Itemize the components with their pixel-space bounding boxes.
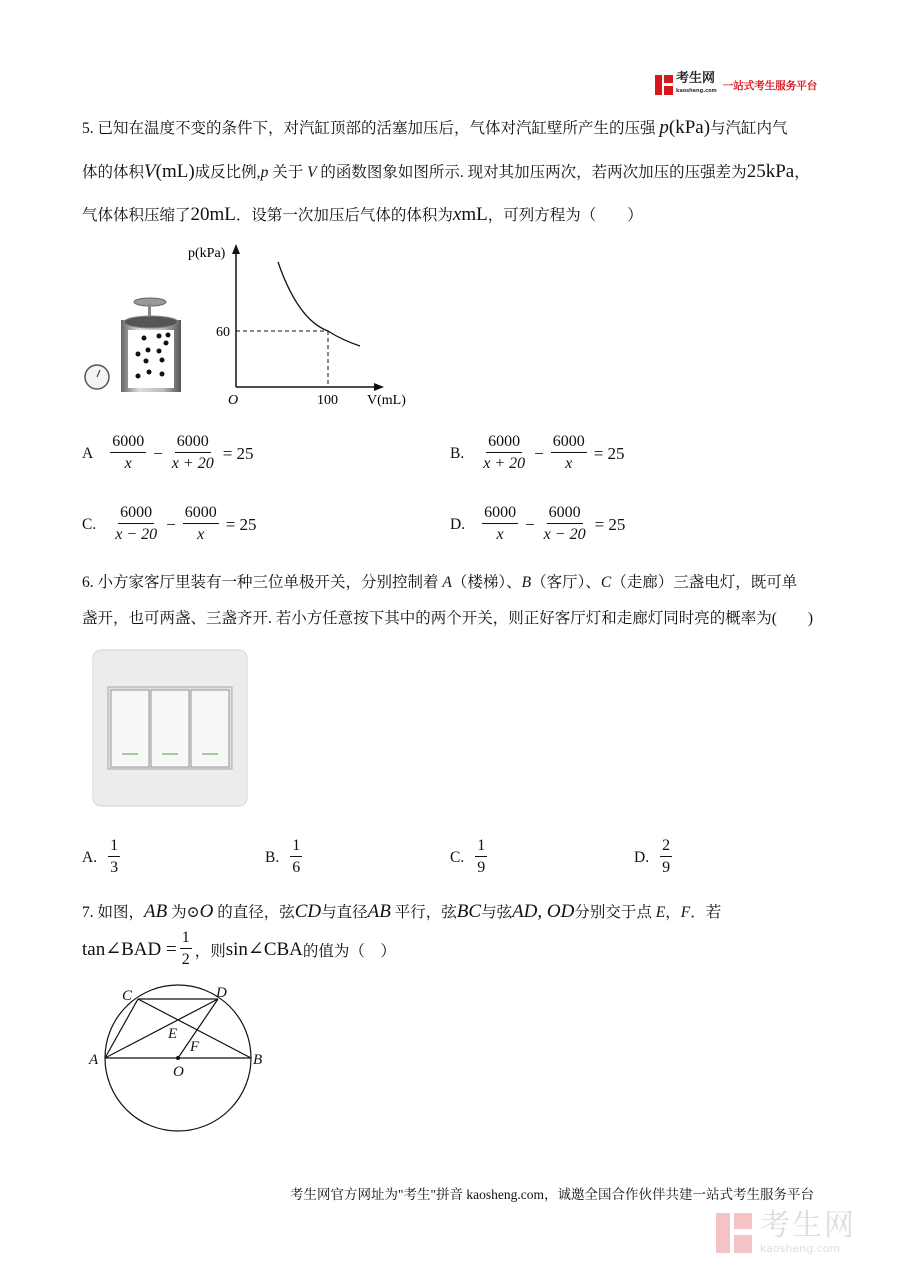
q5-line-2: 体的体积V(mL)成反比例,p 关于 V 的函数图象如图所示. 现对其加压两次，若两次加压的压强差为25kPa， xyxy=(82,161,810,182)
q7-line-2: tan∠BAD = $\frac{1}{2}$ ，则 sin∠CBA 的值为（ ） xyxy=(82,929,396,968)
point-e-label: E xyxy=(168,1026,178,1042)
origin-label: O xyxy=(228,393,239,408)
q6-option-a[interactable]: A. $\frac{1}{3}$ xyxy=(82,837,119,876)
point-b-label: B xyxy=(253,1052,263,1068)
q5-option-d[interactable]: D. $\frac{6000}{x}$ − $\frac{6000}{x - 20}$ = 25 xyxy=(450,504,626,543)
point-c-label: C xyxy=(122,988,133,1004)
q5-option-b[interactable]: B. $\frac{6000}{x + 20}$ − $\frac{6000}{x}$ = 25 xyxy=(450,433,625,472)
point-a-label: A xyxy=(89,1052,99,1068)
switch-illustration xyxy=(92,649,248,807)
q6-option-c[interactable]: C. $\frac{1}{9}$ xyxy=(450,837,486,876)
header-logo xyxy=(655,73,817,97)
q5-line-3: 气体体积压缩了20mL．设第一次加压后气体的体积为xmL，可列方程为（ ） xyxy=(82,204,643,225)
q6-line-2: 盏开，也可两盏、三盏齐开. 若小方任意按下其中的两个开关，则正好客厅灯和走廊灯同时亮的概率为( ) xyxy=(82,610,814,627)
kaosheng-logo-icon xyxy=(655,75,673,95)
point-d-label: D xyxy=(216,985,227,1001)
watermark: 考生网 kaosheng.com xyxy=(716,1210,856,1255)
x-axis-label: V(mL) xyxy=(367,393,406,408)
logo-slogan: 一站式考生服务平台 xyxy=(722,79,818,92)
y-axis-label: p(kPa) xyxy=(188,246,226,261)
footer-text: 考生网官方网址为"考生"拼音 kaosheng.com，诚邀全国合作伙伴共建一站式考生服务平台 xyxy=(290,1187,815,1202)
q6-line-1: 6. 小方家客厅里装有一种三位单极开关，分别控制着 A（楼梯）、B（客厅）、C（走廊）三盏电灯，既可单 xyxy=(82,574,798,591)
x-tick-100: 100 xyxy=(317,393,338,408)
q7-line-1: 7. 如图，AB 为⊙O 的直径，弦CD与直径AB 平行，弦BC与弦AD, OD分别交于点 E，F．若 xyxy=(82,901,722,922)
q6-option-d[interactable]: D. $\frac{2}{9}$ xyxy=(634,837,671,876)
y-tick-60: 60 xyxy=(216,325,230,340)
q5-option-a[interactable]: A $\frac{6000}{x}$ − $\frac{6000}{x + 20}$ = 25 xyxy=(82,433,254,472)
point-f-label: F xyxy=(190,1039,200,1055)
q5-option-c[interactable]: C. $\frac{6000}{x - 20}$ − $\frac{6000}{x}$ = 25 xyxy=(82,504,257,543)
q6-option-b[interactable]: B. $\frac{1}{6}$ xyxy=(265,837,301,876)
watermark-logo-icon xyxy=(716,1212,752,1254)
circle-figure xyxy=(85,980,270,1140)
q5-line-1: 5. 已知在温度不变的条件下，对汽缸顶部的活塞加压后，气体对汽缸壁所产生的压强 p(kPa)与汽缸内气 xyxy=(82,117,788,138)
cylinder-illustration xyxy=(80,290,190,400)
pv-graph xyxy=(180,240,420,412)
inverse-curve xyxy=(278,262,360,346)
logo-name: 考生网 kaosheng.com xyxy=(676,71,717,94)
point-o-label: O xyxy=(173,1064,184,1080)
